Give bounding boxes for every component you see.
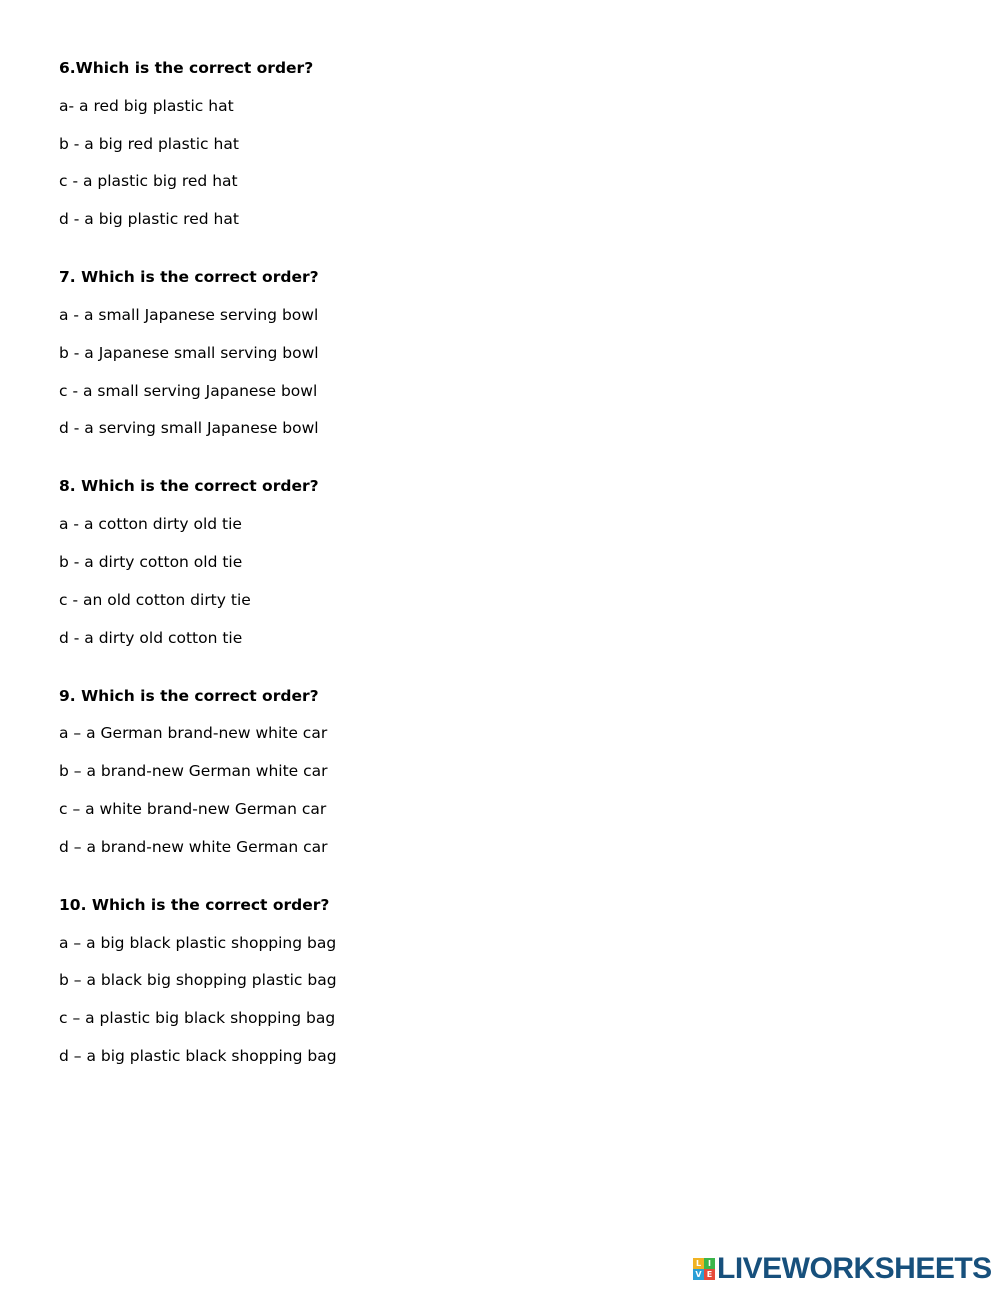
option-a[interactable]: a – a German brand-new white car xyxy=(59,724,328,743)
option-a[interactable]: a - a small Japanese serving bowl xyxy=(59,305,319,324)
question-8 xyxy=(59,476,759,647)
option-d[interactable]: d – a brand-new white German car xyxy=(59,837,328,856)
option-b[interactable]: b - a Japanese small serving bowl xyxy=(59,343,319,362)
options-list xyxy=(59,514,759,647)
question-title: 6.Which is the correct order? xyxy=(59,59,314,77)
option-b[interactable]: b – a brand-new German white car xyxy=(59,762,328,781)
question-title: 8. Which is the correct order? xyxy=(59,477,319,496)
liveworksheets-logo-icon xyxy=(693,1258,715,1280)
question-title: 10. Which is the correct order? xyxy=(59,895,330,914)
option-b[interactable]: b - a dirty cotton old tie xyxy=(59,552,243,571)
option-d[interactable]: d - a dirty old cotton tie xyxy=(59,628,243,647)
option-a[interactable]: a - a cotton dirty old tie xyxy=(59,515,242,534)
question-9 xyxy=(59,686,759,857)
logo-square-e: E xyxy=(704,1269,715,1280)
logo-square-l: L xyxy=(693,1258,704,1269)
question-7 xyxy=(59,267,759,438)
option-d[interactable]: d - a big plastic red hat xyxy=(59,210,239,229)
worksheet xyxy=(59,58,759,1104)
option-b[interactable]: b - a big red plastic hat xyxy=(59,134,239,153)
question-title: 9. Which is the correct order? xyxy=(59,686,319,705)
options-list xyxy=(59,305,759,438)
option-d[interactable]: d – a big plastic black shopping bag xyxy=(59,1046,337,1065)
option-c[interactable]: c - a small serving Japanese bowl xyxy=(59,381,318,400)
option-c[interactable]: c - a plastic big red hat xyxy=(59,172,238,191)
option-c[interactable]: c – a plastic big black shopping bag xyxy=(59,1009,336,1028)
logo-square-i: I xyxy=(704,1258,715,1269)
question-title: 7. Which is the correct order? xyxy=(59,268,319,287)
question-6 xyxy=(59,58,759,229)
option-a[interactable]: a- a red big plastic hat xyxy=(59,96,234,115)
options-list xyxy=(59,933,759,1066)
liveworksheets-logo xyxy=(693,1254,992,1284)
logo-square-v: V xyxy=(693,1269,704,1280)
option-d[interactable]: d - a serving small Japanese bowl xyxy=(59,419,319,438)
options-list xyxy=(59,723,759,856)
option-b[interactable]: b – a black big shopping plastic bag xyxy=(59,971,337,990)
option-c[interactable]: c – a white brand-new German car xyxy=(59,799,327,818)
options-list xyxy=(59,96,759,229)
option-a[interactable]: a – a big black plastic shopping bag xyxy=(59,933,337,952)
logo-text: LIVEWORKSHEETS xyxy=(717,1252,992,1285)
question-10 xyxy=(59,895,759,1066)
option-c[interactable]: c - an old cotton dirty tie xyxy=(59,590,251,609)
